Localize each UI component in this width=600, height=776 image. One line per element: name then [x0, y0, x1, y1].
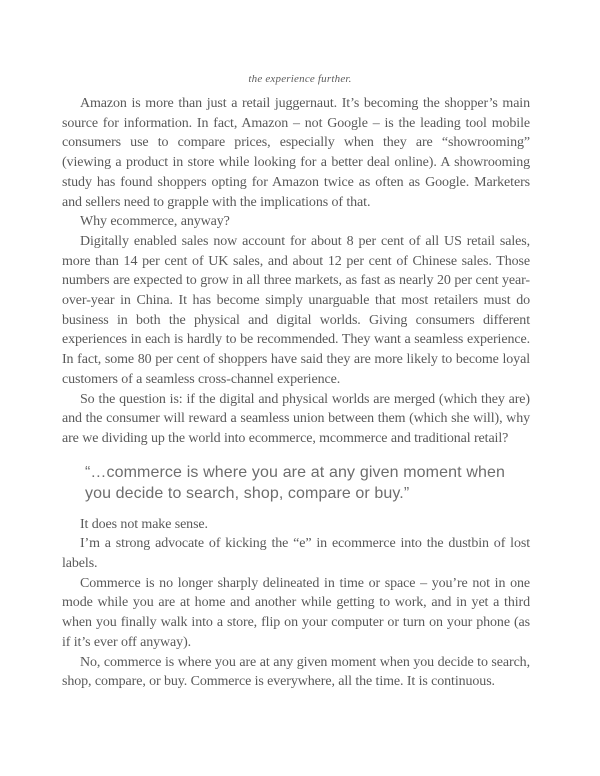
body-paragraph-commerce-not-delineated: Commerce is no longer sharply delineated in time or space – you’re not in one mode while you are at home and another while getting to work, and in yet a third when you finally walk into a store, flip on your computer or turn on your phone (as if it’s ever off anyway).: [62, 575, 530, 650]
body-paragraph-strong-advocate: I’m a strong advocate of kicking the “e” in ecommerce into the dustbin of lost labels.: [62, 536, 530, 572]
continuation-line: the experience further.: [248, 73, 352, 85]
body-paragraph-digitally-enabled-sales: Digitally enabled sales now account for about 8 per cent of all US retail sales, more than 14 per cent of UK sales, and about 12 per cent of Chinese sales. Those numbers are expected to grow in all three markets, as fast as nearly 20 per cent year-over-year in China. It has become simply unarguable that most retailers must do business in both the physical and digital worlds. Giving consumers different experiences in each is hardly to be recommended. They want a seamless experience. In fact, some 80 per cent of shoppers have said they are more likely to become loyal customers of a seamless cross-channel experience.: [62, 233, 530, 387]
body-paragraph-so-the-question: So the question is: if the digital and physical worlds are merged (which they are) and the consumer will reward a seamless union between them (which she will), why are we dividing up the world into ecommerce, mcommerce and traditional retail?: [62, 391, 530, 446]
page-content: [62, 94, 530, 692]
body-paragraph-does-not-make-sense: It does not make sense.: [80, 516, 208, 532]
body-paragraph-amazon-juggernaut: Amazon is more than just a retail juggernaut. It’s becoming the shopper’s main source for information. In fact, Amazon – not Google – is the leading tool mobile consumers use to compare prices, especially when they are “showrooming” (viewing a product in store while looking for a better deal online). A showrooming study has found shoppers opting for Amazon twice as often as Google. Marketers and sellers need to grapple with the implications of that.: [62, 96, 530, 210]
body-paragraph-commerce-everywhere: No, commerce is where you are at any given moment when you decide to search, shop, compare, or buy. Commerce is everywhere, all the time. It is continuous.: [62, 654, 530, 690]
pull-quote: “…commerce is where you are at any given moment when you decide to search, shop, compare or buy.”: [85, 463, 505, 503]
body-paragraph-why-ecommerce: Why ecommerce, anyway?: [80, 214, 230, 230]
